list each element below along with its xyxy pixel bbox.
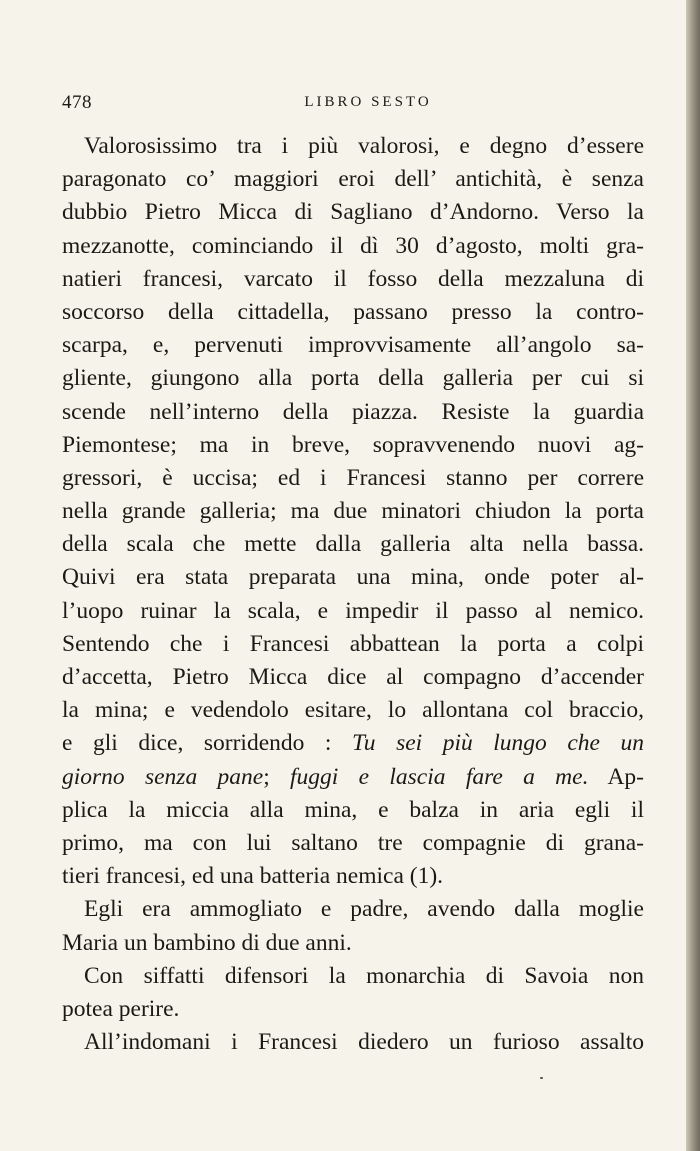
text-line: scende nell’interno della piazza. Resiste la guardia bbox=[62, 398, 644, 425]
italic-quote: giorno senza pane bbox=[62, 763, 264, 790]
text-line: mezzanotte, cominciando il dì 30 d’agosto, molti gra- bbox=[62, 232, 644, 259]
running-head: LIBRO SESTO bbox=[304, 94, 432, 110]
text-line bbox=[62, 727, 644, 760]
italic-quote: Tu sei più lungo che un bbox=[352, 730, 644, 757]
text-line: primo, ma con lui saltano tre compagnie di grana- bbox=[62, 829, 644, 856]
text-line bbox=[62, 761, 644, 794]
page-number: 478 bbox=[62, 92, 92, 113]
text-line: Maria un bambino di due anni. bbox=[62, 929, 352, 956]
text-line: soccorso della cittadella, passano presso la contro- bbox=[62, 298, 644, 325]
text-line: l’uopo ruinar la scala, e impedir il passo al nemico. bbox=[62, 597, 644, 624]
paragraph bbox=[62, 960, 644, 1026]
text-line: Con siffatti difensori la monarchia di Savoia non bbox=[84, 962, 644, 989]
text-line: Piemontese; ma in breve, sopravvenendo nuovi ag- bbox=[62, 431, 644, 458]
text-line: gliente, giungono alla porta della galleria per cui si bbox=[62, 365, 644, 392]
text-line: nella grande galleria; ma due minatori chiudon la porta bbox=[62, 498, 644, 525]
text-line: Quivi era stata preparata una mina, onde poter al- bbox=[62, 564, 644, 591]
text-line: plica la miccia alla mina, e balza in aria egli il bbox=[62, 796, 644, 823]
text-line: gressori, è uccisa; ed i Francesi stanno per correre bbox=[62, 464, 644, 491]
print-speck bbox=[540, 1077, 543, 1079]
text-line: potea perire. bbox=[62, 995, 180, 1022]
text-line: scarpa, e, pervenuti improvvisamente all’angolo sa- bbox=[62, 332, 644, 359]
text-run: Ap- bbox=[588, 763, 645, 790]
page-edge-shadow bbox=[686, 0, 700, 1151]
text-line: d’accetta, Pietro Micca dice al compagno d’accender bbox=[62, 664, 644, 690]
italic-quote: fuggi e lascia fare a me. bbox=[290, 763, 589, 790]
text-line: della scala che mette dalla galleria alta nella bassa. bbox=[62, 531, 644, 558]
text-line: Valorosissimo tra i più valorosi, e degno d’essere bbox=[84, 133, 644, 159]
text-line: dubbio Pietro Micca di Sagliano d’Andorno. Verso la bbox=[62, 199, 644, 226]
page-header bbox=[62, 92, 644, 114]
paragraph bbox=[62, 893, 644, 959]
paragraph bbox=[62, 1026, 644, 1059]
text-line: la mina; e vedendolo esitare, lo allontana col braccio, bbox=[62, 697, 644, 724]
paragraph bbox=[62, 130, 644, 893]
text-line: All’indomani i Francesi diedero un furioso assalto bbox=[84, 1029, 644, 1056]
text-line: Egli era ammogliato e padre, avendo dalla moglie bbox=[84, 896, 644, 923]
text-run: e gli dice, sorridendo : bbox=[62, 730, 352, 757]
text-line: natieri francesi, varcato il fosso della mezzaluna di bbox=[62, 265, 644, 292]
text-line: tieri francesi, ed una batteria nemica (1). bbox=[62, 863, 444, 890]
body-text bbox=[62, 130, 644, 1059]
text-line: paragonato co’ maggiori eroi dell’ antichità, è senza bbox=[62, 166, 644, 193]
text-run: ; bbox=[263, 763, 291, 790]
text-line: Sentendo che i Francesi abbattean la porta a colpi bbox=[62, 630, 644, 657]
